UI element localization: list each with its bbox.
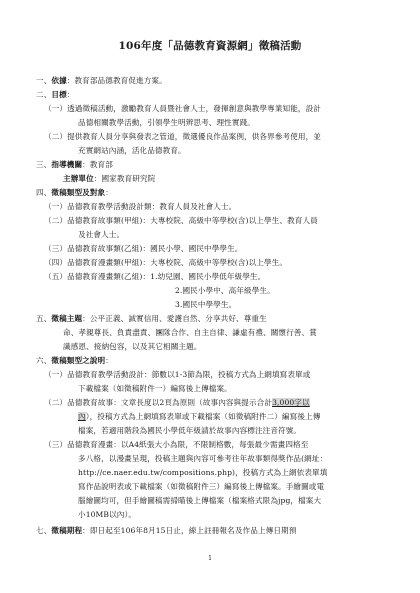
- desc-3-line-1: （三）品德教育漫畫：以A4紙張大小為限，不限制格數，每張最少需畫四格至: [44, 440, 309, 449]
- desc-3-line-3: http://ce.naer.edu.tw/compositions.php)，投稿方式為上網依表單填: [78, 468, 328, 477]
- desc-2-line-1: （二）品德教育故事：文章長度以2頁為原則（故事內容與提示合計3,000字以: [44, 398, 310, 407]
- section-3: 三、指導機關：教育部: [36, 160, 113, 169]
- type-3: （三）品德教育故事類(乙組)：國民小學、國民中學學生。: [44, 244, 243, 253]
- goal-2-line-1: （二）提供教育人員分享與發表之管道，徵選優良作品案例，供各界參考使用，並: [44, 132, 321, 141]
- section-4: 四、徵稿類型及對象：: [36, 188, 113, 197]
- desc-3-line-5: 腦繪圖均可，但手繪圖稿需掃瞄後上傳檔案（檔案格式限為jpg，檔案大: [78, 496, 322, 505]
- host-unit: 主辦單位：國家教育研究院: [63, 174, 156, 183]
- section-7: 七、徵稿期程：即日起至106年8月15日止，線上註冊報名及作品上傳日期預: [36, 526, 297, 535]
- section-5-line-3: 識感恩、接納包容，以及其它相關主題。: [63, 342, 202, 351]
- goal-1-line-2: 品德相關教學活動，引領學生明辨思考、理性實踐。: [78, 118, 255, 127]
- desc-2-line-3: 檔案，若適用階段為國民小學低年級請於故事內容標注注音符號。: [78, 426, 302, 435]
- type-1: （一）品德教育教學活動設計類：教育人員及社會人士。: [44, 202, 237, 211]
- goal-1-line-1: （一）透過徵稿活動，激勵教育人員暨社會人士，發揮創意與教學專業知能，設計: [44, 104, 321, 113]
- type-5-line-3: 3.國民中學學生。: [175, 300, 237, 309]
- type-5-line-2: 2.國民小學中、高年級學生。: [175, 286, 275, 295]
- desc-1-line-1: （一）品德教育教學活動設計：節數以1-3節為限，投稿方式為上網填寫表單或: [44, 370, 311, 379]
- desc-2-line-2: 內），投稿方式為上網填寫表單或下載檔案（如徵稿附件二）編寫後上傳: [78, 412, 321, 421]
- type-5-line-1: （五）品德教育漫畫類(乙組)：1.幼兒園、國民小學低年級學生。: [44, 272, 266, 281]
- section-1: 一、依據：教育部品德教育促進方案。: [36, 76, 167, 85]
- section-5-line-2: 命、孝親尊長、負責盡責、團隊合作、自主自律、謙虛有禮、關懷行善、賞: [63, 328, 317, 337]
- goal-2-line-2: 充實網站內涵，活化品德教育。: [78, 146, 186, 155]
- page-number: 1: [208, 555, 212, 562]
- page-title: 106年度「品德教育資源網」徵稿活動: [118, 40, 302, 52]
- desc-3-line-2: 多八格，以漫畫呈現，投稿主題與內容可參考往年故事類得獎作品(網址：: [78, 454, 328, 463]
- desc-3-line-4: 寫作品說明表或下載檔案（如徵稿附件三）編寫後上傳檔案。手繪圖或電: [78, 482, 325, 491]
- desc-3-line-6: 小10MB以內）。: [78, 510, 137, 519]
- section-6: 六、徵稿類型之說明：: [36, 356, 113, 365]
- type-4: （四）品德教育漫畫類(甲組)：大專校院、高級中等學校(含)以上學生。: [44, 258, 288, 267]
- type-2-line-1: （二）品德教育故事類(甲組)：大專校院、高級中等學校(含)以上學生、教育人員: [44, 216, 318, 225]
- highlighted-word-limit: 3,000字以: [272, 398, 310, 407]
- desc-1-line-2: 下載檔案（如徵稿附件一）編寫後上傳檔案。: [78, 384, 232, 393]
- section-5-line-1: 五、徵稿主題：公平正義、誠實信用、愛護自然、分享共好、尊重生: [36, 314, 267, 323]
- type-2-line-2: 及社會人士。: [78, 230, 125, 239]
- section-2: 二、目標：: [36, 90, 75, 99]
